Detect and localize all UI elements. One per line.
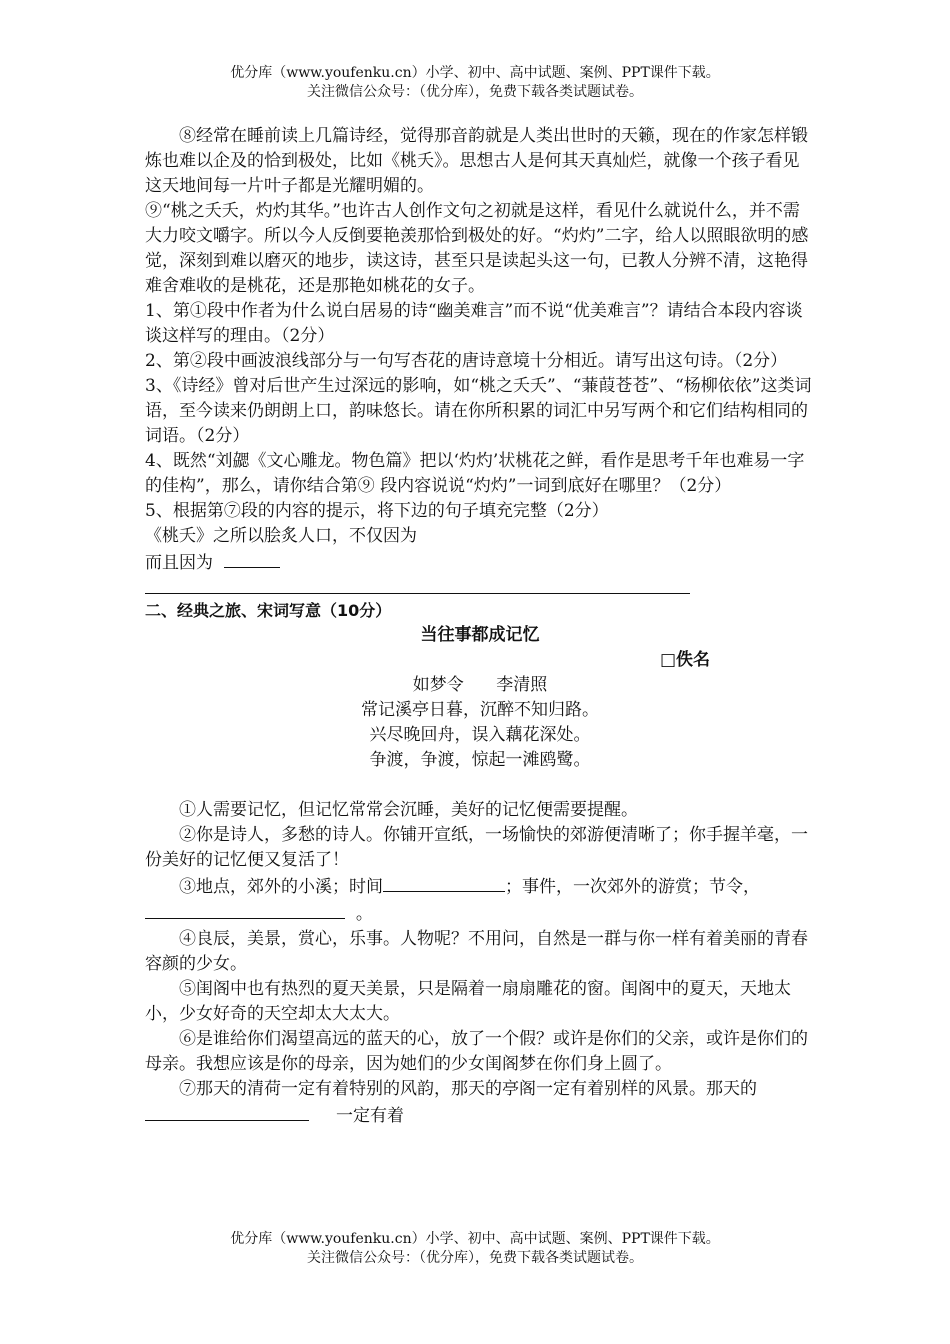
- section-2-heading: 二、经典之旅、宋词写意（10分）: [145, 601, 392, 620]
- page-header: [0, 64, 950, 102]
- header-line-1: 优分库（www.youfenku.cn）小学、初中、高中试题、案例、PPT课件下载。: [230, 65, 720, 81]
- poem-line-1: 常记溪亭日暮，沉醉不知归路。: [361, 700, 599, 720]
- article-paragraph-7-part-a: ⑦那天的清荷一定有着特别的风韵，那天的亭阁一定有着别样的风景。那天的: [179, 1079, 757, 1099]
- article-paragraph-3: [145, 873, 815, 927]
- footer-line-1: 优分库（www.youfenku.cn）小学、初中、高中试题、案例、PPT课件下载。: [230, 1231, 720, 1247]
- header-line-2: 关注微信公众号：（优分库），免费下载各类试题试卷。: [307, 84, 643, 100]
- question-4: 4、既然“刘勰《文心雕龙。物色篇》把以‘灼灼’状桃花之鲜，看作是思考千年也难易一字的佳构”，那么，请你结合第⑨ 段内容说说“灼灼”一词到底好在哪里？（2分）: [145, 451, 805, 496]
- article-paragraph-3-part-a: ③地点，郊外的小溪；时间: [179, 877, 383, 897]
- article-paragraph-3-part-b: ；事件，一次郊外的游赏；节令，: [505, 877, 760, 897]
- question-5: 5、根据第⑦段的内容的提示，将下边的句子填充完整（2分）: [145, 501, 609, 521]
- question-5-line-2-text: 而且因为: [145, 553, 213, 573]
- article-paragraph-2: ②你是诗人，多愁的诗人。你铺开宣纸，一场愉快的郊游便清晰了；你手握羊毫，一份美好的记忆便又复活了！: [145, 825, 808, 870]
- spacer: [145, 773, 815, 798]
- passage-paragraph-9: ⑨“桃之夭夭，灼灼其华。”也许古人创作文句之初就是这样，看见什么就说什么，并不需大力咬文嚼字。所以今人反倒要艳羡那恰到极处的好。“灼灼”二字，给人以照眼欲明的感觉，深刻到难以磨灭的地步，读这诗，甚至只是读起头这一句，已教人分辨不清，这艳得难舍难收的是桃花，还是那艳如桃花的女子。: [145, 201, 809, 296]
- article-paragraph-4: ④良辰，美景，赏心，乐事。人物呢？不用问，自然是一群与你一样有着美丽的青春容颜的少女。: [145, 929, 808, 974]
- answer-blank[interactable]: [224, 549, 280, 568]
- question-1: 1、第①段中作者为什么说白居易的诗“幽美难言”而不说“优美难言”？请结合本段内容谈谈这样写的理由。（2分）: [145, 301, 803, 346]
- question-2: 2、第②段中画波浪线部分与一句写杏花的唐诗意境十分相近。请写出这句诗。（2分）: [145, 351, 788, 371]
- footer-line-2: 关注微信公众号：（优分库），免费下载各类试题试卷。: [307, 1250, 643, 1266]
- article-author: □佚名: [659, 650, 710, 670]
- question-5-line-2: [145, 549, 815, 576]
- passage-paragraph-8: ⑧经常在睡前读上几篇诗经，觉得那音韵就是人类出世时的天籁，现在的作家怎样锻炼也难以企及的恰到极处，比如《桃夭》。思想古人是何其天真灿烂，就像一个孩子看见这天地间每一片叶子都是光耀明媚的。: [145, 126, 808, 196]
- poem-title: 如梦令 李清照: [412, 675, 548, 695]
- article-paragraph-3-part-c: 。: [355, 904, 373, 924]
- article-paragraph-1: ①人需要记忆，但记忆常常会沉睡，美好的记忆便需要提醒。: [179, 800, 638, 820]
- poem-line-2: 兴尽晚回舟，误入藕花深处。: [369, 725, 591, 745]
- answer-line[interactable]: [145, 576, 690, 594]
- document-body: [145, 124, 815, 1129]
- time-answer-blank[interactable]: [383, 873, 505, 892]
- paragraph-7-answer-blank[interactable]: [145, 1102, 309, 1121]
- article-paragraph-5: ⑤闺阁中也有热烈的夏天美景，只是隔着一扇扇雕花的窗。闺阁中的夏天，天地太小，少女好奇的天空却太大太大。: [145, 979, 791, 1024]
- season-answer-blank[interactable]: [145, 900, 345, 919]
- poem-line-3: 争渡，争渡，惊起一滩鸥鹭。: [369, 750, 591, 770]
- article-paragraph-6: ⑥是谁给你们渴望高远的蓝天的心，放了一个假？或许是你们的父亲，或许是你们的母亲。我想应该是你的母亲，因为她们的少女闺阁梦在你们身上圆了。: [145, 1029, 808, 1074]
- page-footer: [0, 1230, 950, 1268]
- question-5-line-1: 《桃夭》之所以脍炙人口，不仅因为: [145, 526, 417, 546]
- article-paragraph-7: [145, 1077, 815, 1129]
- article-paragraph-7-part-b: 一定有着: [336, 1106, 405, 1126]
- question-3: 3、《诗经》曾对后世产生过深远的影响，如“桃之夭夭”、“蒹葭苍苍”、“杨柳依依”这类词语，至今读来仍朗朗上口，韵味悠长。请在你所积累的词汇中另写两个和它们结构相同的词语。（2分）: [145, 376, 812, 446]
- article-title: 当往事都成记忆: [420, 625, 540, 645]
